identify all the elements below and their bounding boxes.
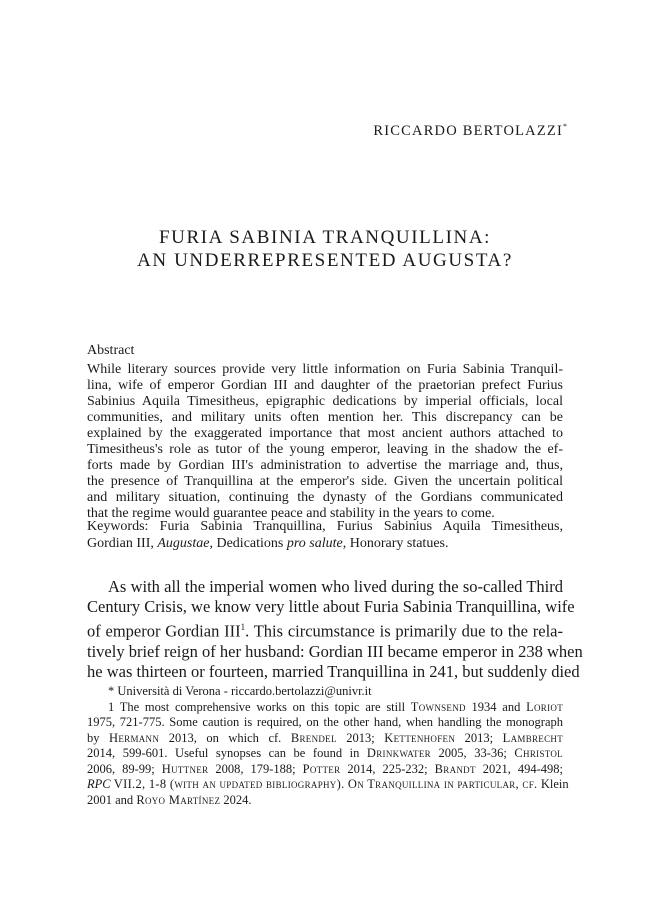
footnote-author-name: Lambrecht <box>502 730 563 745</box>
keyword-text: , Honorary statues. <box>342 536 449 551</box>
author-footnote-mark[interactable]: * <box>563 122 567 131</box>
abstract-line: While literary sources provide very little information on Furia Sabinia Tranquil- <box>87 362 563 377</box>
footnote-text: 2013; <box>455 730 503 745</box>
footnote-italic: RPC <box>87 777 111 791</box>
footnote-author-name: Drinkwater <box>366 746 431 760</box>
footnote-text: 2008, 179-188; <box>208 761 303 776</box>
footnote-text: 2014, 599-601. Useful synopses can be found in <box>87 746 367 760</box>
title-line-2: AN UNDERREPRESENTED AUGUSTA? <box>137 250 513 271</box>
abstract-line: Timesitheus's role as tutor of the young emperor, leaving in the shadow the ef- <box>87 442 563 457</box>
footnote-text: 2006, 89-99; <box>87 761 162 776</box>
keyword-italic: pro salute <box>286 536 343 551</box>
keyword-text: Gordian III, <box>87 536 158 551</box>
footnote-text: 2014, 225-232; <box>340 761 435 776</box>
abstract-heading: Abstract <box>87 343 135 358</box>
footnote-1 <box>87 699 569 809</box>
footnote-text: 2001 and <box>87 792 137 807</box>
author-text: RICCARDO BERTOLAZZI <box>373 122 563 139</box>
footnote-text: 2021, 494-498; <box>475 761 564 776</box>
body-line: Century Crisis, we know very little about Furia Sabinia Tranquillina, wife <box>87 597 575 616</box>
footnote-line <box>87 777 569 793</box>
keyword-italic: Augustae <box>157 536 210 551</box>
footnote-author-name: Potter <box>302 761 341 776</box>
footnote-author-name: Huttner <box>161 761 209 776</box>
keywords-line-2 <box>87 535 563 552</box>
footnote-author-name: VII.2, 1-8 (with an updated bibliography). On Tranquillina in particular, cf. <box>110 777 541 791</box>
footnote-author-name: Brandt <box>434 761 476 776</box>
footnote-line <box>87 793 563 809</box>
body-text-segment: . This circumstance is primarily due to the rela- <box>245 621 563 641</box>
footnote-affiliation: * Università di Verona - riccardo.bertolazzi@univr.it <box>108 684 372 698</box>
footnote-ref-1[interactable]: 1 <box>240 622 246 632</box>
abstract-line: forts made by Gordian III's administration to advertise the marriage and, thus, <box>87 458 563 473</box>
footnote-text: 1975, 721-775. Some caution is required, on the other hand, when handling the monograph <box>87 715 563 729</box>
footnote-author-name: Loriot <box>526 699 563 714</box>
footnote-line <box>87 762 563 778</box>
abstract-line: lina, wife of emperor Gordian III and daughter of the praetorian prefect Furius <box>87 378 563 393</box>
abstract-line: that the regime would guarantee peace and stability in the years to come. <box>87 506 495 521</box>
body-text-segment: of emperor Gordian III <box>87 621 241 641</box>
body-line <box>87 617 563 642</box>
footnote-author-name: Brendel <box>290 730 337 745</box>
footnote-author-name: Townsend <box>410 699 466 714</box>
footnote-author-name: Christol <box>514 746 563 760</box>
abstract-line: explained by the exaggerated importance that most ancient authors attached to <box>87 426 563 441</box>
abstract-body <box>87 362 563 522</box>
footnotes <box>87 684 569 808</box>
abstract-line: communities, and military units often mention her. This discrepancy can be <box>87 410 563 425</box>
body-line: tively brief reign of her husband: Gordian III became emperor in 238 when <box>87 641 583 661</box>
keyword-text: , Dedications <box>209 536 287 551</box>
footnote-text: 1934 and <box>465 699 527 714</box>
footnote-text: 2013, on which cf. <box>159 730 291 745</box>
footnote-line <box>87 731 563 747</box>
footnote-text: 2013; <box>336 730 385 745</box>
footnote-author-name: Royo Martínez <box>136 792 221 807</box>
body-line: As with all the imperial women who lived during the so-called Third <box>108 577 563 596</box>
author-name <box>373 122 567 140</box>
footnote-line <box>87 700 563 716</box>
footnote-author-name: Hermann <box>109 730 160 745</box>
footnote-text: 1 The most comprehensive works on this topic are still <box>108 699 411 714</box>
abstract-line: and military situation, continuing the dynasty of the Gordians communicated <box>87 490 563 505</box>
footnote-text: 2005, 33-36; <box>430 746 515 760</box>
footnote-line <box>87 746 563 762</box>
abstract-line: Sabinius Aquila Timesitheus, epigraphic dedications by imperial officials, local <box>87 394 563 409</box>
footnote-text: 2024. <box>220 792 252 807</box>
footnote-text: Klein <box>540 777 569 791</box>
footnote-author-name: Kettenhofen <box>384 730 456 745</box>
footnote-text: by <box>87 730 110 745</box>
body-paragraph <box>87 577 583 682</box>
abstract-line: the presence of Tranquillina at the emperor's side. Given the uncertain political <box>87 474 563 489</box>
article-title <box>0 226 650 272</box>
keywords <box>87 518 563 552</box>
title-line-1: FURIA SABINIA TRANQUILLINA: <box>158 227 492 248</box>
keywords-line-1: Keywords: Furia Sabinia Tranquillina, Furius Sabinius Aquila Timesitheus, <box>87 519 563 534</box>
footnote-line <box>87 715 563 731</box>
body-line: he was thirteen or fourteen, married Tranquillina in 241, but suddenly died <box>87 661 580 681</box>
